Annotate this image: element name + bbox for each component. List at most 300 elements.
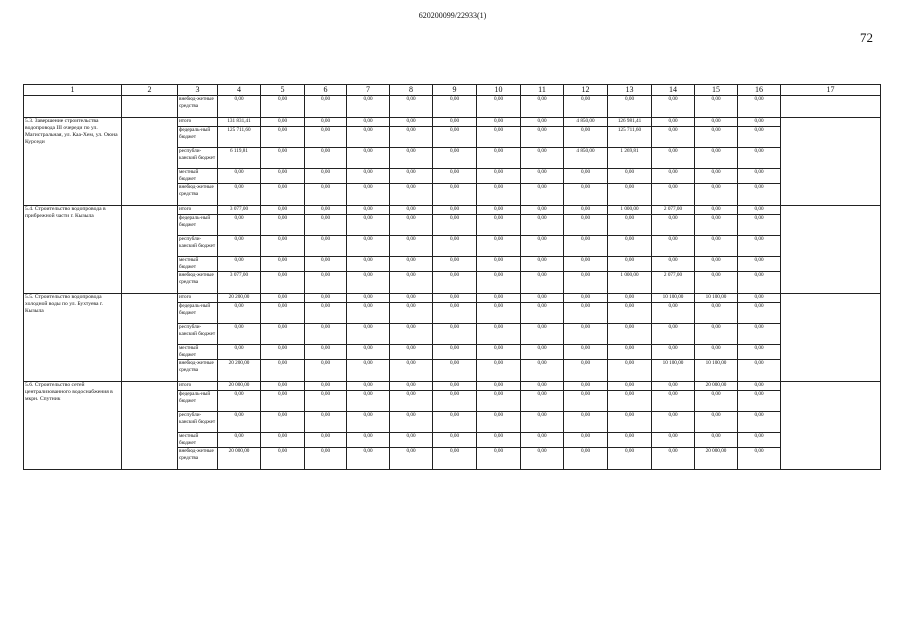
amount-cell: 0,00 (477, 215, 521, 236)
amount-cell: 0,00 (433, 148, 477, 169)
funding-source-label: итого (178, 206, 218, 215)
result-cell (781, 118, 881, 206)
amount-cell: 0,00 (738, 433, 781, 448)
amount-cell: 0,00 (564, 96, 608, 118)
amount-cell: 0,00 (608, 169, 652, 184)
amount-cell: 0,00 (738, 391, 781, 412)
table-row (24, 294, 881, 303)
amount-cell: 0,00 (305, 345, 347, 360)
executor-cell (122, 294, 178, 382)
amount-cell: 0,00 (521, 215, 564, 236)
amount-cell: 0,00 (695, 412, 738, 433)
amount-cell: 0,00 (564, 215, 608, 236)
amount-cell: 0,00 (695, 272, 738, 294)
amount-cell: 0,00 (477, 272, 521, 294)
column-header: 1 (24, 85, 122, 96)
funding-source-label: республи-канский бюджет (178, 412, 218, 433)
amount-cell: 0,00 (433, 360, 477, 382)
result-cell (781, 294, 881, 382)
amount-cell: 0,00 (521, 360, 564, 382)
amount-cell: 0,00 (261, 272, 305, 294)
amount-cell: 2 077,00 (652, 206, 695, 215)
amount-cell: 0,00 (347, 433, 390, 448)
amount-cell: 0,00 (261, 148, 305, 169)
amount-cell: 1 000,00 (608, 272, 652, 294)
amount-cell: 0,00 (305, 184, 347, 206)
amount-cell: 0,00 (738, 272, 781, 294)
amount-cell: 0,00 (477, 294, 521, 303)
amount-cell: 0,00 (433, 391, 477, 412)
amount-cell: 0,00 (347, 294, 390, 303)
amount-cell: 0,00 (521, 324, 564, 345)
amount-cell: 0,00 (433, 448, 477, 470)
amount-cell: 0,00 (738, 148, 781, 169)
amount-cell: 0,00 (695, 206, 738, 215)
amount-cell: 0,00 (305, 257, 347, 272)
amount-cell: 1 269,81 (608, 148, 652, 169)
amount-cell: 0,00 (695, 303, 738, 324)
funding-source-label: федераль-ный бюджет (178, 303, 218, 324)
amount-cell: 0,00 (261, 96, 305, 118)
funding-source-label: федераль-ный бюджет (178, 391, 218, 412)
amount-cell: 0,00 (738, 206, 781, 215)
funding-source-label: внебюд-жетные средства (178, 184, 218, 206)
amount-cell: 0,00 (521, 127, 564, 148)
amount-cell: 0,00 (652, 324, 695, 345)
amount-cell: 0,00 (738, 412, 781, 433)
amount-cell: 0,00 (433, 433, 477, 448)
funding-source-label: республи-канский бюджет (178, 148, 218, 169)
column-header: 5 (261, 85, 305, 96)
amount-cell: 0,00 (608, 294, 652, 303)
amount-cell: 0,00 (652, 236, 695, 257)
amount-cell: 0,00 (390, 148, 433, 169)
amount-cell: 0,00 (521, 257, 564, 272)
amount-cell: 0,00 (652, 148, 695, 169)
amount-cell: 20 000,00 (218, 448, 261, 470)
amount-cell: 4 850,00 (564, 148, 608, 169)
amount-cell: 131 831,41 (218, 118, 261, 127)
funding-source-label: местный бюджет (178, 433, 218, 448)
amount-cell: 0,00 (433, 382, 477, 391)
amount-cell: 0,00 (433, 303, 477, 324)
document-id: 620200099/22933(1) (418, 11, 487, 20)
funding-source-label: республи-канский бюджет (178, 236, 218, 257)
column-header: 12 (564, 85, 608, 96)
amount-cell: 0,00 (305, 391, 347, 412)
amount-cell: 0,00 (564, 184, 608, 206)
funding-source-label: внебюд-жетные средства (178, 448, 218, 470)
amount-cell: 0,00 (347, 257, 390, 272)
amount-cell: 0,00 (695, 148, 738, 169)
amount-cell: 0,00 (218, 324, 261, 345)
amount-cell: 10 100,00 (652, 360, 695, 382)
amount-cell: 0,00 (608, 391, 652, 412)
executor-cell (122, 382, 178, 470)
amount-cell: 0,00 (347, 184, 390, 206)
amount-cell: 0,00 (261, 303, 305, 324)
amount-cell: 0,00 (305, 148, 347, 169)
amount-cell: 0,00 (695, 118, 738, 127)
amount-cell: 0,00 (433, 294, 477, 303)
amount-cell: 2 077,00 (652, 272, 695, 294)
amount-cell: 0,00 (433, 272, 477, 294)
amount-cell: 0,00 (521, 294, 564, 303)
amount-cell: 0,00 (564, 412, 608, 433)
amount-cell: 0,00 (477, 236, 521, 257)
amount-cell: 0,00 (608, 236, 652, 257)
amount-cell: 0,00 (738, 382, 781, 391)
amount-cell: 0,00 (477, 206, 521, 215)
amount-cell: 0,00 (738, 215, 781, 236)
amount-cell: 0,00 (218, 391, 261, 412)
amount-cell: 0,00 (261, 169, 305, 184)
amount-cell: 0,00 (738, 360, 781, 382)
amount-cell: 0,00 (433, 96, 477, 118)
amount-cell: 0,00 (477, 360, 521, 382)
amount-cell: 0,00 (695, 215, 738, 236)
amount-cell: 0,00 (218, 345, 261, 360)
amount-cell: 0,00 (218, 257, 261, 272)
amount-cell: 126 981,41 (608, 118, 652, 127)
amount-cell: 0,00 (261, 184, 305, 206)
funding-source-label: республи-канский бюджет (178, 324, 218, 345)
amount-cell: 0,00 (433, 127, 477, 148)
amount-cell: 0,00 (390, 184, 433, 206)
amount-cell: 0,00 (477, 345, 521, 360)
amount-cell: 0,00 (433, 412, 477, 433)
amount-cell: 0,00 (521, 148, 564, 169)
amount-cell: 0,00 (305, 215, 347, 236)
amount-cell: 0,00 (564, 448, 608, 470)
budget-table (23, 84, 881, 470)
amount-cell: 0,00 (521, 382, 564, 391)
amount-cell: 0,00 (608, 96, 652, 118)
amount-cell: 0,00 (652, 127, 695, 148)
amount-cell: 0,00 (347, 303, 390, 324)
amount-cell: 0,00 (477, 169, 521, 184)
amount-cell: 0,00 (261, 294, 305, 303)
amount-cell: 0,00 (477, 391, 521, 412)
amount-cell: 0,00 (433, 257, 477, 272)
amount-cell: 0,00 (218, 215, 261, 236)
amount-cell: 0,00 (305, 303, 347, 324)
amount-cell: 0,00 (261, 236, 305, 257)
executor-cell (122, 96, 178, 118)
measure-name: 5.3. Завершение строительства водопровода III очереди по ул. Магистральная, ул. Каа-Хем, ул. Оюна Курседи (24, 118, 122, 206)
amount-cell: 0,00 (738, 448, 781, 470)
table-row (24, 118, 881, 127)
amount-cell: 0,00 (564, 360, 608, 382)
amount-cell: 0,00 (521, 96, 564, 118)
amount-cell: 0,00 (564, 127, 608, 148)
amount-cell: 0,00 (652, 184, 695, 206)
amount-cell: 0,00 (738, 184, 781, 206)
amount-cell: 0,00 (347, 96, 390, 118)
amount-cell: 0,00 (564, 236, 608, 257)
amount-cell: 10 100,00 (652, 294, 695, 303)
amount-cell: 0,00 (347, 206, 390, 215)
amount-cell: 0,00 (564, 294, 608, 303)
measure-name (24, 96, 122, 118)
amount-cell: 0,00 (390, 96, 433, 118)
amount-cell: 0,00 (347, 382, 390, 391)
amount-cell: 0,00 (695, 324, 738, 345)
amount-cell: 0,00 (608, 257, 652, 272)
column-header: 7 (347, 85, 390, 96)
amount-cell: 0,00 (347, 169, 390, 184)
amount-cell: 0,00 (261, 412, 305, 433)
amount-cell: 0,00 (608, 382, 652, 391)
amount-cell: 0,00 (695, 236, 738, 257)
amount-cell: 0,00 (695, 184, 738, 206)
amount-cell: 0,00 (305, 118, 347, 127)
amount-cell: 20 000,00 (695, 448, 738, 470)
amount-cell: 0,00 (347, 127, 390, 148)
amount-cell: 0,00 (738, 118, 781, 127)
amount-cell: 0,00 (305, 360, 347, 382)
amount-cell: 0,00 (261, 391, 305, 412)
amount-cell: 0,00 (695, 433, 738, 448)
amount-cell: 0,00 (390, 360, 433, 382)
amount-cell: 0,00 (390, 118, 433, 127)
amount-cell: 0,00 (652, 391, 695, 412)
amount-cell: 0,00 (218, 96, 261, 118)
amount-cell: 0,00 (608, 215, 652, 236)
result-cell (781, 382, 881, 470)
amount-cell: 0,00 (261, 257, 305, 272)
amount-cell: 0,00 (305, 127, 347, 148)
funding-source-label: итого (178, 382, 218, 391)
column-header: 9 (433, 85, 477, 96)
amount-cell: 0,00 (347, 412, 390, 433)
amount-cell: 0,00 (564, 345, 608, 360)
amount-cell: 0,00 (608, 324, 652, 345)
amount-cell: 0,00 (433, 324, 477, 345)
column-header: 6 (305, 85, 347, 96)
amount-cell: 0,00 (564, 433, 608, 448)
amount-cell: 0,00 (738, 345, 781, 360)
amount-cell: 10 100,00 (695, 294, 738, 303)
column-header: 17 (781, 85, 881, 96)
amount-cell: 0,00 (390, 433, 433, 448)
amount-cell: 0,00 (477, 382, 521, 391)
amount-cell: 0,00 (652, 169, 695, 184)
amount-cell: 0,00 (390, 448, 433, 470)
amount-cell: 3 077,00 (218, 272, 261, 294)
amount-cell: 0,00 (521, 236, 564, 257)
amount-cell: 20 000,00 (695, 382, 738, 391)
column-header: 16 (738, 85, 781, 96)
amount-cell: 0,00 (652, 412, 695, 433)
amount-cell: 0,00 (652, 382, 695, 391)
amount-cell: 0,00 (433, 236, 477, 257)
amount-cell: 0,00 (477, 257, 521, 272)
amount-cell: 0,00 (521, 433, 564, 448)
amount-cell: 0,00 (305, 382, 347, 391)
amount-cell: 0,00 (218, 236, 261, 257)
amount-cell: 20 000,00 (218, 382, 261, 391)
amount-cell: 0,00 (305, 433, 347, 448)
amount-cell: 0,00 (305, 324, 347, 345)
amount-cell: 0,00 (433, 118, 477, 127)
amount-cell: 0,00 (608, 412, 652, 433)
amount-cell: 0,00 (261, 345, 305, 360)
amount-cell: 0,00 (564, 206, 608, 215)
amount-cell: 0,00 (608, 433, 652, 448)
amount-cell: 0,00 (305, 294, 347, 303)
amount-cell: 0,00 (608, 360, 652, 382)
amount-cell: 0,00 (564, 169, 608, 184)
amount-cell: 0,00 (390, 345, 433, 360)
amount-cell: 0,00 (738, 303, 781, 324)
funding-source-label: местный бюджет (178, 257, 218, 272)
amount-cell: 0,00 (521, 184, 564, 206)
result-cell (781, 206, 881, 294)
amount-cell: 0,00 (218, 412, 261, 433)
amount-cell: 0,00 (477, 127, 521, 148)
amount-cell: 0,00 (738, 257, 781, 272)
measure-name: 5.5. Строительство водопровода холодной воды по ул. Бухтуева г. Кызыла (24, 294, 122, 382)
column-header: 10 (477, 85, 521, 96)
amount-cell: 0,00 (347, 215, 390, 236)
funding-source-label: местный бюджет (178, 345, 218, 360)
amount-cell: 0,00 (390, 127, 433, 148)
amount-cell: 0,00 (390, 215, 433, 236)
amount-cell: 0,00 (261, 215, 305, 236)
amount-cell: 0,00 (390, 412, 433, 433)
amount-cell: 125 711,60 (218, 127, 261, 148)
amount-cell: 0,00 (477, 184, 521, 206)
amount-cell: 0,00 (652, 257, 695, 272)
amount-cell: 0,00 (261, 127, 305, 148)
amount-cell: 0,00 (218, 433, 261, 448)
funding-source-label: федераль-ный бюджет (178, 127, 218, 148)
amount-cell: 0,00 (521, 391, 564, 412)
amount-cell: 0,00 (390, 382, 433, 391)
amount-cell: 0,00 (390, 391, 433, 412)
amount-cell: 0,00 (652, 215, 695, 236)
amount-cell: 0,00 (477, 412, 521, 433)
amount-cell: 0,00 (347, 360, 390, 382)
amount-cell: 0,00 (695, 345, 738, 360)
amount-cell: 0,00 (521, 303, 564, 324)
amount-cell: 0,00 (652, 345, 695, 360)
amount-cell: 6 119,81 (218, 148, 261, 169)
amount-cell: 0,00 (390, 324, 433, 345)
amount-cell: 0,00 (738, 324, 781, 345)
result-cell (781, 96, 881, 118)
amount-cell: 0,00 (433, 184, 477, 206)
amount-cell: 0,00 (477, 324, 521, 345)
amount-cell: 0,00 (738, 127, 781, 148)
amount-cell: 0,00 (738, 96, 781, 118)
column-header: 11 (521, 85, 564, 96)
amount-cell: 0,00 (305, 206, 347, 215)
column-header-row (24, 85, 881, 96)
amount-cell: 0,00 (521, 412, 564, 433)
amount-cell: 0,00 (261, 382, 305, 391)
amount-cell: 0,00 (390, 169, 433, 184)
executor-cell (122, 206, 178, 294)
amount-cell: 0,00 (521, 169, 564, 184)
amount-cell: 0,00 (218, 303, 261, 324)
page-number: 72 (860, 30, 873, 45)
amount-cell: 0,00 (564, 382, 608, 391)
amount-cell: 4 850,00 (564, 118, 608, 127)
amount-cell: 10 100,00 (695, 360, 738, 382)
amount-cell: 0,00 (652, 448, 695, 470)
amount-cell: 0,00 (390, 294, 433, 303)
amount-cell: 125 711,60 (608, 127, 652, 148)
amount-cell: 0,00 (652, 303, 695, 324)
amount-cell: 0,00 (477, 303, 521, 324)
amount-cell: 0,00 (652, 96, 695, 118)
amount-cell: 0,00 (477, 118, 521, 127)
amount-cell: 0,00 (347, 448, 390, 470)
amount-cell: 0,00 (433, 206, 477, 215)
amount-cell: 0,00 (695, 169, 738, 184)
amount-cell: 0,00 (521, 345, 564, 360)
amount-cell: 0,00 (218, 184, 261, 206)
amount-cell: 0,00 (261, 360, 305, 382)
amount-cell: 0,00 (305, 169, 347, 184)
amount-cell: 0,00 (305, 236, 347, 257)
amount-cell: 0,00 (347, 345, 390, 360)
amount-cell: 0,00 (564, 257, 608, 272)
amount-cell: 0,00 (477, 96, 521, 118)
funding-source-label: внебюд-жетные средства (178, 360, 218, 382)
amount-cell: 0,00 (433, 169, 477, 184)
column-header: 8 (390, 85, 433, 96)
column-header: 14 (652, 85, 695, 96)
table-row (24, 96, 881, 118)
amount-cell: 0,00 (564, 303, 608, 324)
amount-cell: 0,00 (433, 215, 477, 236)
amount-cell: 0,00 (608, 184, 652, 206)
amount-cell: 0,00 (477, 433, 521, 448)
amount-cell: 0,00 (738, 236, 781, 257)
amount-cell: 0,00 (347, 118, 390, 127)
amount-cell: 0,00 (521, 448, 564, 470)
executor-cell (122, 118, 178, 206)
amount-cell: 0,00 (695, 391, 738, 412)
funding-source-label: местный бюджет (178, 169, 218, 184)
amount-cell: 20 200,00 (218, 360, 261, 382)
amount-cell: 0,00 (521, 206, 564, 215)
amount-cell: 3 077,00 (218, 206, 261, 215)
amount-cell: 0,00 (695, 127, 738, 148)
amount-cell: 0,00 (521, 272, 564, 294)
funding-source-label: итого (178, 118, 218, 127)
amount-cell: 0,00 (695, 96, 738, 118)
amount-cell: 0,00 (738, 169, 781, 184)
amount-cell: 0,00 (347, 236, 390, 257)
amount-cell: 0,00 (218, 169, 261, 184)
amount-cell: 0,00 (608, 448, 652, 470)
amount-cell: 0,00 (564, 324, 608, 345)
amount-cell: 0,00 (305, 412, 347, 433)
table-row (24, 206, 881, 215)
column-header: 2 (122, 85, 178, 96)
amount-cell: 0,00 (608, 303, 652, 324)
amount-cell: 0,00 (738, 294, 781, 303)
column-header: 15 (695, 85, 738, 96)
amount-cell: 0,00 (390, 206, 433, 215)
amount-cell: 0,00 (652, 433, 695, 448)
amount-cell: 0,00 (521, 118, 564, 127)
column-header: 3 (178, 85, 218, 96)
